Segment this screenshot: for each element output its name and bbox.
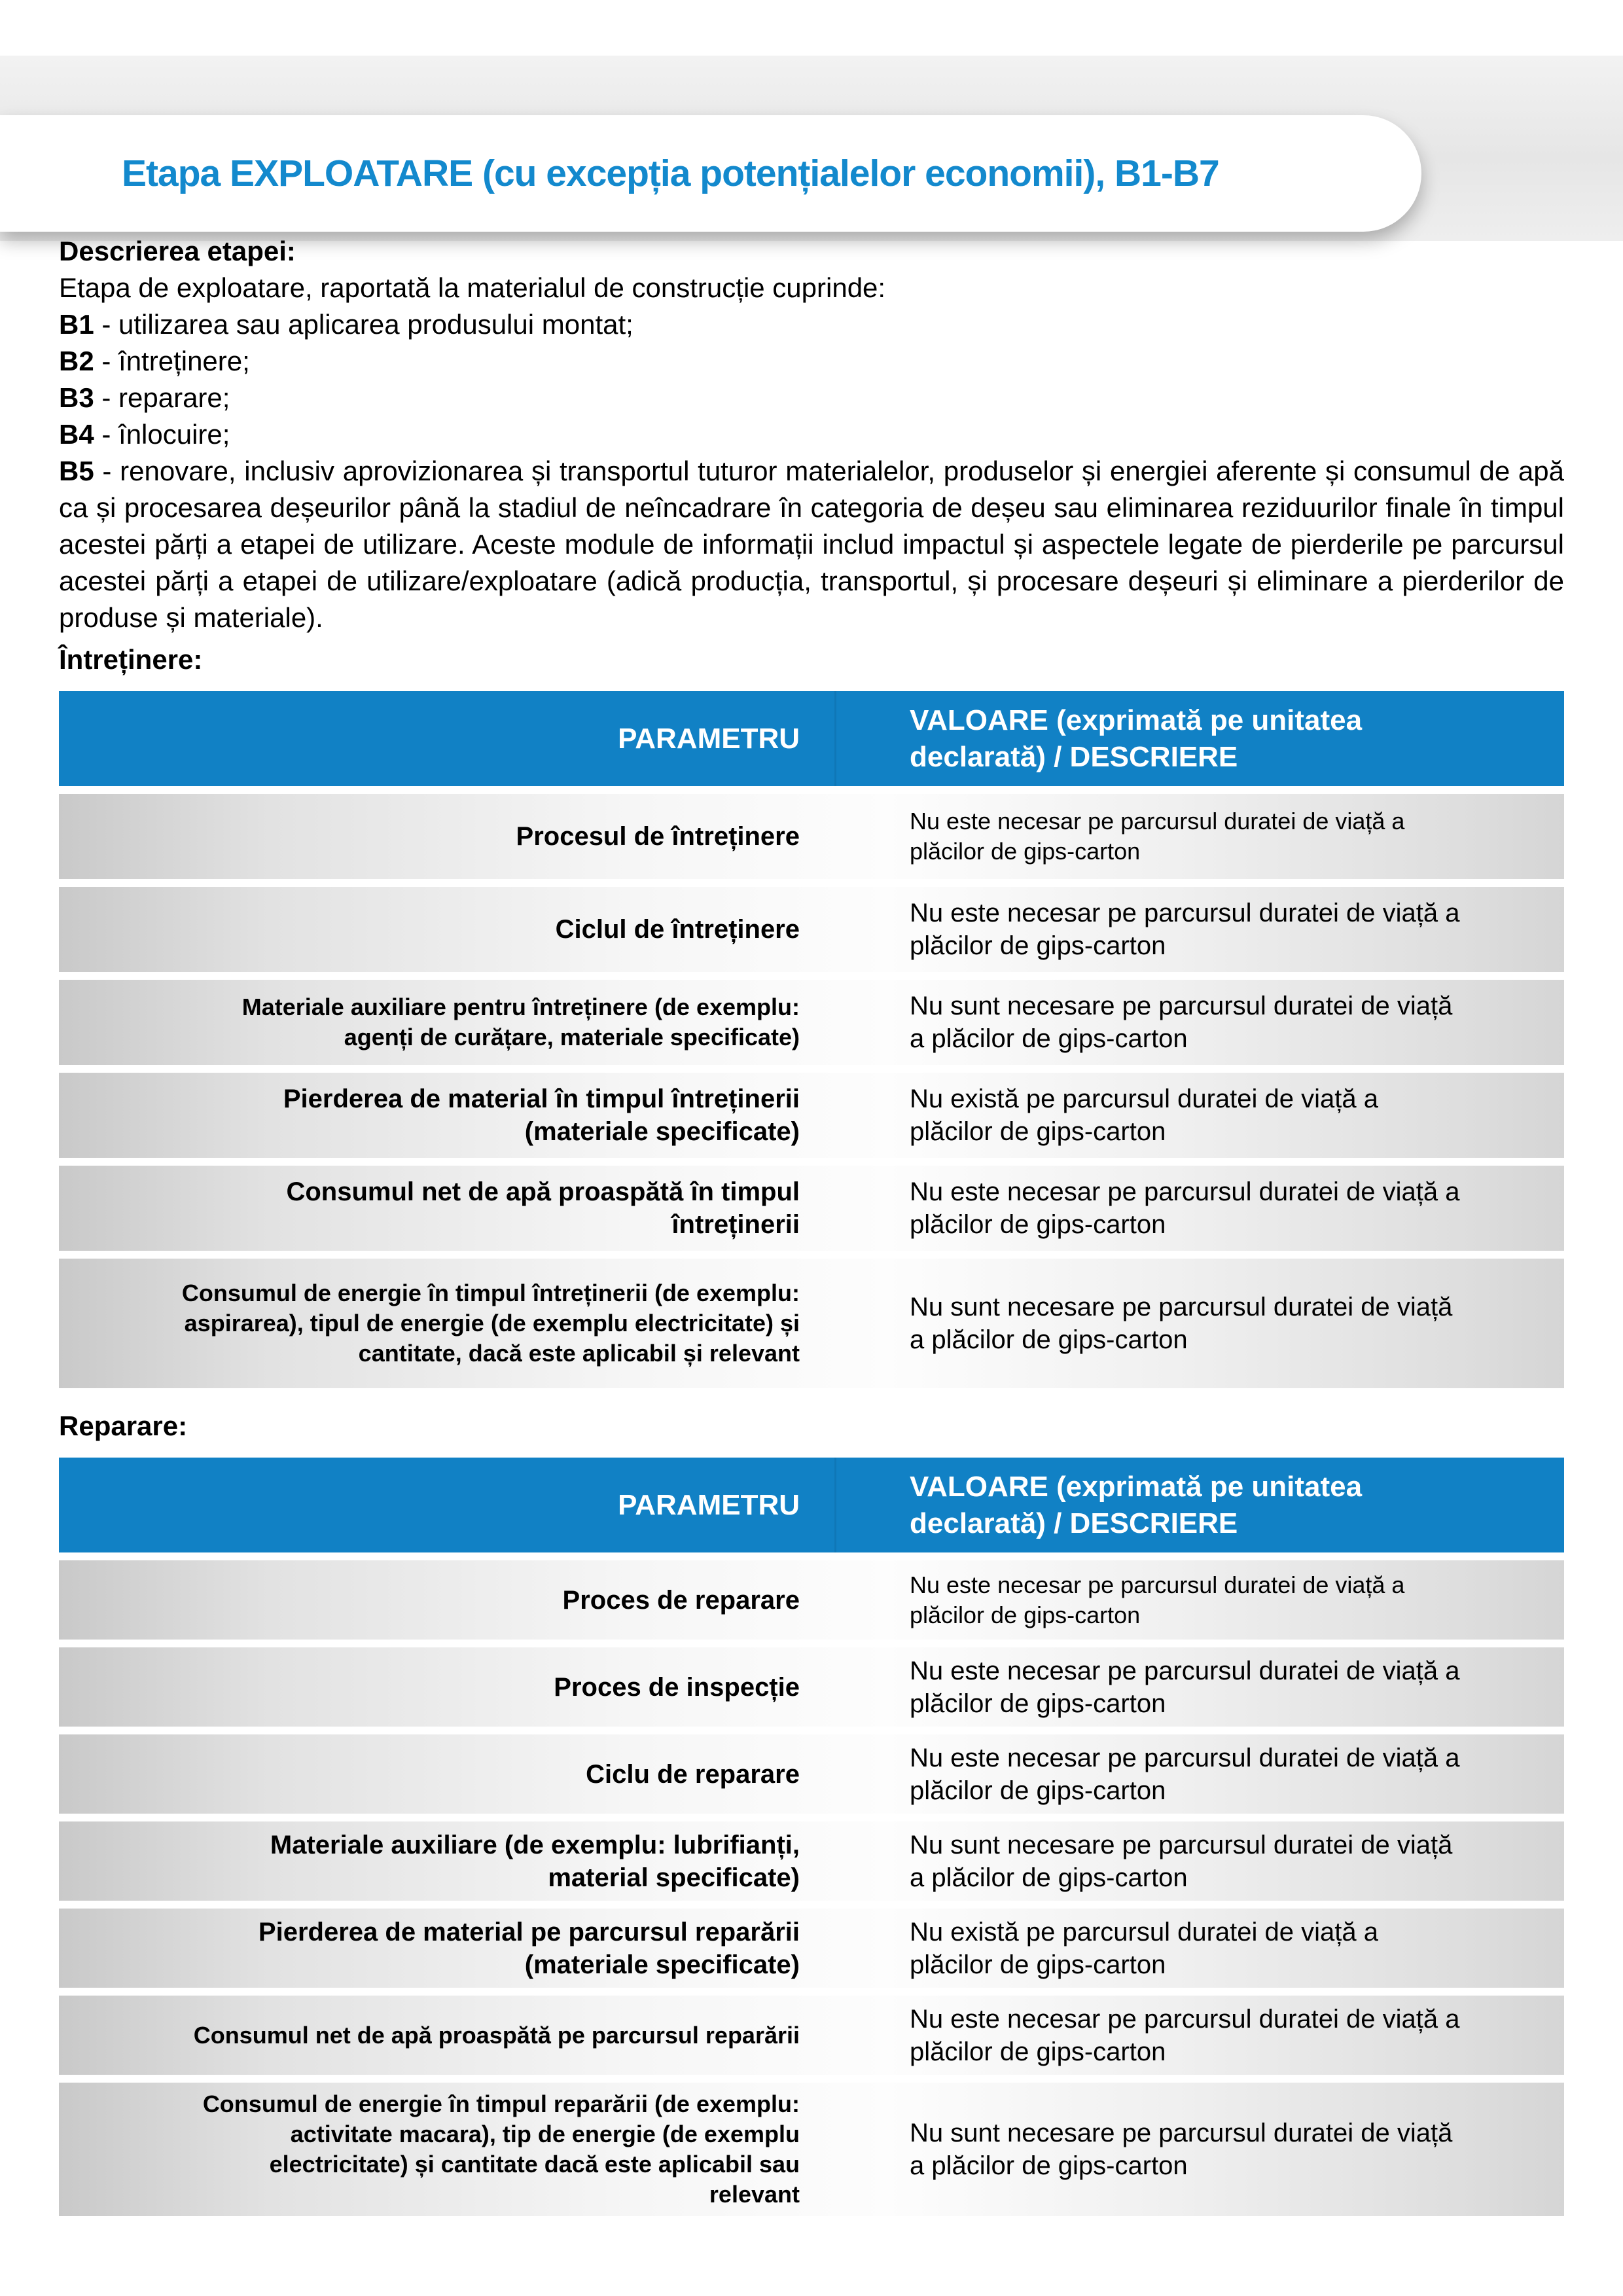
value-cell: Nu sunt necesare pe parcursul duratei de viață a plăcilor de gips-carton xyxy=(910,2119,1453,2180)
page-title: Etapa EXPLOATARE (cu excepția potențialelor economii), B1-B7 xyxy=(122,152,1219,194)
value-cell: Nu este necesar pe parcursul duratei de viață a plăcilor de gips-carton xyxy=(910,1177,1460,1239)
description-item xyxy=(59,453,1564,636)
value-cell: Nu este necesar pe parcursul duratei de viață a plăcilor de gips-carton xyxy=(910,1656,1460,1718)
param-cell: Proces de inspecție xyxy=(554,1672,800,1702)
table-header xyxy=(59,691,1564,786)
param-cell: Consumul de energie în timpul reparării (de exemplu: activitate macara), tip de energie (de exemplu electricitate) și cantitate dacă este aplicabil sau relevant xyxy=(202,2090,800,2208)
param-cell: Ciclul de întreținere xyxy=(555,915,800,944)
description-item xyxy=(59,306,1564,343)
b-module-code: B5 xyxy=(59,456,94,486)
value-cell: Nu sunt necesare pe parcursul duratei de viață a plăcilor de gips-carton xyxy=(910,992,1453,1053)
param-cell: Pierderea de material pe parcursul reparării (materiale specificate) xyxy=(258,1917,800,1979)
b-module-text: - renovare, inclusiv aprovizionarea și transportul tuturor materialelor, produselor și energiei aferente și consumul de apă ca și procesarea deșeurilor până la stadiul de neîncadrare în categoria de deșeu sau eliminarea reziduurilor finale în timpul acestei părți a etapei de utilizare. Aceste module de informații includ impactul și aspectele legate de pierderile pe parcursul acestei părți a etapei de utilizare/exploatare (adică producția, transportul, și procesare deșeuri și eliminare a pierderilor de produse și materiale). xyxy=(59,456,1564,633)
param-cell: Consumul de energie în timpul întreținerii (de exemplu: aspirarea), tipul de energie (de exemplu electricitate) și cantitate, dacă este aplicabil și relevant xyxy=(181,1280,800,1367)
table-row xyxy=(59,1166,1564,1251)
table-row xyxy=(59,1996,1564,2075)
table-row xyxy=(59,1259,1564,1388)
param-cell: Pierderea de material în timpul întreținerii (materiale specificate) xyxy=(283,1085,800,1146)
b-module-text: - reparare; xyxy=(94,382,230,413)
value-cell: Nu este necesar pe parcursul duratei de viață a plăcilor de gips-carton xyxy=(910,1571,1405,1628)
param-cell: Ciclu de reparare xyxy=(586,1759,800,1789)
description-heading: Descrierea etapei: xyxy=(59,236,296,266)
b-module-code: B4 xyxy=(59,419,94,450)
section-label: Reparare: xyxy=(59,1410,188,1441)
table-row xyxy=(59,1734,1564,1814)
value-cell: Nu există pe parcursul duratei de viață a plăcilor de gips-carton xyxy=(910,1085,1378,1146)
parameter-table xyxy=(59,691,1564,1388)
param-header-cell: PARAMETRU xyxy=(618,1488,800,1521)
table-row xyxy=(59,980,1564,1065)
value-cell: Nu este necesar pe parcursul duratei de viață a plăcilor de gips-carton xyxy=(910,2004,1460,2066)
table-row xyxy=(59,1909,1564,1988)
tables-root xyxy=(59,641,1564,2216)
value-header-cell xyxy=(910,702,1564,776)
value-cell: Nu există pe parcursul duratei de viață a plăcilor de gips-carton xyxy=(910,1917,1378,1979)
b-module-text: - utilizarea sau aplicarea produsului montat; xyxy=(94,309,633,340)
table-rows xyxy=(59,1560,1564,2216)
param-cell: Consumul net de apă proaspătă în timpul întreținerii xyxy=(286,1177,800,1239)
param-header-cell: PARAMETRU xyxy=(618,722,800,755)
param-cell: Procesul de întreținere xyxy=(516,822,800,851)
table-row xyxy=(59,794,1564,879)
value-cell: Nu este necesar pe parcursul duratei de viață a plăcilor de gips-carton xyxy=(910,808,1405,865)
table-row xyxy=(59,887,1564,972)
section-label: Întreținere: xyxy=(59,644,203,675)
description-item xyxy=(59,416,1564,453)
parameter-table xyxy=(59,1458,1564,2216)
value-cell: Nu sunt necesare pe parcursul duratei de viață a plăcilor de gips-carton xyxy=(910,1293,1453,1354)
b-module-text: - întreținere; xyxy=(94,346,250,376)
description-item xyxy=(59,343,1564,380)
value-header-text: VALOARE (exprimată pe unitatea declarată) / DESCRIERE xyxy=(910,704,1363,773)
stage-description xyxy=(59,233,1564,636)
table-rows xyxy=(59,794,1564,1388)
b-module-code: B1 xyxy=(59,309,94,340)
param-cell: Materiale auxiliare pentru întreținere (de exemplu: agenți de curățare, materiale specificate) xyxy=(241,994,800,1050)
title-banner xyxy=(0,115,1421,232)
value-cell: Nu este necesar pe parcursul duratei de viață a plăcilor de gips-carton xyxy=(910,1743,1460,1805)
param-cell: Proces de reparare xyxy=(562,1585,800,1615)
table-row xyxy=(59,1073,1564,1158)
value-header-text: VALOARE (exprimată pe unitatea declarată) / DESCRIERE xyxy=(910,1470,1363,1539)
header-column-divider xyxy=(834,691,836,786)
param-cell: Materiale auxiliare (de exemplu: lubrifianți, material specificate) xyxy=(270,1830,800,1892)
b-module-text: - înlocuire; xyxy=(94,419,230,450)
b-module-code: B2 xyxy=(59,346,94,376)
page-content xyxy=(59,233,1564,2216)
description-intro: Etapa de exploatare, raportată la materialul de construcție cuprinde: xyxy=(59,272,886,303)
value-cell: Nu sunt necesare pe parcursul duratei de viață a plăcilor de gips-carton xyxy=(910,1830,1453,1892)
table-row xyxy=(59,1560,1564,1640)
b-module-code: B3 xyxy=(59,382,94,413)
table-row xyxy=(59,1647,1564,1727)
table-row xyxy=(59,2083,1564,2216)
table-row xyxy=(59,1821,1564,1901)
value-cell: Nu este necesar pe parcursul duratei de viață a plăcilor de gips-carton xyxy=(910,899,1460,960)
description-items xyxy=(59,306,1564,636)
param-cell: Consumul net de apă proaspătă pe parcursul reparării xyxy=(193,2021,800,2049)
description-item xyxy=(59,380,1564,416)
table-header xyxy=(59,1458,1564,1552)
value-header-cell xyxy=(910,1469,1564,1542)
header-column-divider xyxy=(834,1458,836,1552)
